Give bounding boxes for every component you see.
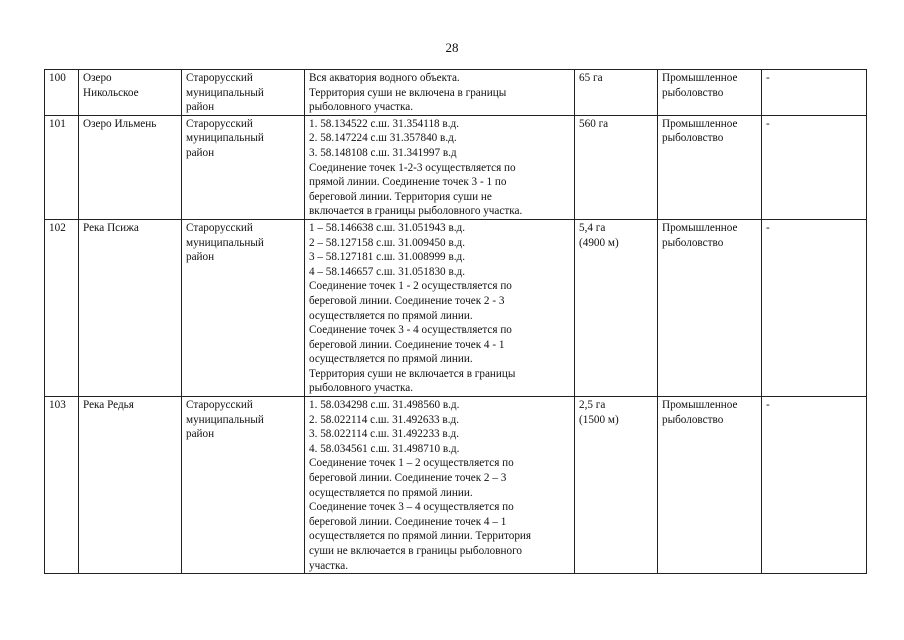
boundary-description-line: прямой линии. Соединение точек 3 - 1 по (309, 176, 507, 189)
boundary-description-line: Вся акватория водного объекта. (309, 72, 460, 84)
extra-cell (762, 115, 867, 219)
district-line: район (186, 251, 215, 264)
boundary-description-line: осуществляется по прямой линии. (309, 486, 473, 499)
area-line: 65 га (579, 72, 603, 84)
boundary-description-line: 2. 58.022114 с.ш. 31.492633 в.д. (309, 413, 459, 426)
extra-cell (762, 70, 867, 116)
boundary-description-line: 1 – 58.146638 с.ш. 31.051943 в.д. (309, 221, 466, 234)
boundary-description-line: осуществляется по прямой линии. (309, 353, 473, 366)
row-number-text: 103 (49, 399, 66, 412)
district-line: Старорусский (186, 117, 253, 130)
boundary-description-line: 3 – 58.127181 с.ш. 31.008999 в.д. (309, 251, 466, 264)
district-line: муниципальный (186, 132, 264, 145)
use-type-cell (658, 397, 762, 574)
area-line: (1500 м) (579, 413, 619, 426)
area-cell (575, 397, 658, 574)
boundary-description-line: участка. (309, 559, 349, 572)
district-line: Старорусский (186, 399, 253, 412)
table-row (45, 115, 867, 219)
use-type-line: Промышленное (662, 117, 738, 130)
water-body-name-line: Река Псижа (83, 221, 139, 234)
area-line: 560 га (579, 117, 609, 130)
boundary-description-line: Соединение точек 1-2-3 осуществляется по (309, 161, 516, 174)
fishing-areas-table (44, 69, 867, 574)
water-body-name-line: Озеро Ильмень (83, 117, 157, 130)
water-body-name-cell (79, 397, 182, 574)
boundary-description-line: Соединение точек 3 - 4 осуществляется по (309, 324, 512, 337)
row-number-text: 101 (49, 117, 66, 130)
water-body-name-line: Озеро (83, 72, 112, 84)
district-cell (182, 397, 305, 574)
boundary-description-line: включается в границы рыболовного участка. (309, 205, 523, 218)
use-type-line: рыболовство (662, 86, 724, 99)
use-type-cell (658, 219, 762, 396)
row-number-cell (45, 219, 79, 396)
boundary-description-line: 4. 58.034561 с.ш. 31.498710 в.д. (309, 442, 460, 455)
boundary-description-line: 3. 58.148108 с.ш. 31.341997 в.д (309, 146, 457, 159)
boundary-description-line: рыболовного участка. (309, 382, 414, 395)
district-line: район (186, 146, 215, 159)
row-number-cell (45, 397, 79, 574)
district-line: муниципальный (186, 413, 264, 426)
use-type-line: Промышленное (662, 399, 738, 412)
water-body-name-cell (79, 115, 182, 219)
boundary-description-cell (305, 115, 575, 219)
page-number: 28 (445, 40, 459, 55)
extra-text: - (766, 399, 770, 412)
boundary-description-line: Соединение точек 1 - 2 осуществляется по (309, 280, 512, 293)
area-cell (575, 70, 658, 116)
boundary-description-line: 3. 58.022114 с.ш. 31.492233 в.д. (309, 428, 459, 441)
area-line: (4900 м) (579, 236, 619, 249)
boundary-description-line: 1. 58.134522 с.ш. 31.354118 в.д. (309, 117, 459, 130)
water-body-name-line: Никольское (83, 86, 139, 99)
boundary-description-line: осуществляется по прямой линии. (309, 309, 473, 322)
table-row (45, 70, 867, 116)
district-line: муниципальный (186, 86, 264, 99)
boundary-description-line: Соединение точек 1 – 2 осуществляется по (309, 457, 514, 470)
boundary-description-line: береговой линии. Соединение точек 4 – 1 (309, 515, 507, 528)
boundary-description-line: береговой линии. Соединение точек 2 – 3 (309, 472, 507, 485)
extra-cell (762, 397, 867, 574)
row-number-cell (45, 70, 79, 116)
boundary-description-line: береговой линии. Соединение точек 2 - 3 (309, 294, 505, 307)
boundary-description-line: Территория суши не включается в границы (309, 367, 516, 380)
boundary-description-line: рыболовного участка. (309, 101, 414, 114)
district-line: Старорусский (186, 72, 253, 84)
area-line: 5,4 га (579, 221, 606, 234)
boundary-description-cell (305, 70, 575, 116)
area-cell (575, 115, 658, 219)
water-body-name-cell (79, 219, 182, 396)
row-number-cell (45, 115, 79, 219)
district-cell (182, 70, 305, 116)
district-cell (182, 115, 305, 219)
use-type-line: рыболовство (662, 236, 724, 249)
district-line: Старорусский (186, 221, 253, 234)
extra-text: - (766, 117, 770, 130)
district-line: муниципальный (186, 236, 264, 249)
use-type-line: рыболовство (662, 413, 724, 426)
boundary-description-line: береговой линии. Соединение точек 4 - 1 (309, 338, 505, 351)
water-body-name-line: Река Редья (83, 399, 134, 412)
boundary-description-line: Соединение точек 3 – 4 осуществляется по (309, 501, 514, 514)
boundary-description-line: суши не включается в границы рыболовного (309, 545, 522, 557)
boundary-description-line: 2. 58.147224 с.ш 31.357840 в.д. (309, 132, 457, 145)
water-body-name-cell (79, 70, 182, 116)
boundary-description-line: 4 – 58.146657 с.ш. 31.051830 в.д. (309, 265, 466, 278)
boundary-description-cell (305, 219, 575, 396)
table-row (45, 397, 867, 574)
use-type-line: рыболовство (662, 132, 724, 145)
boundary-description-cell (305, 397, 575, 574)
district-cell (182, 219, 305, 396)
extra-text: - (766, 221, 770, 234)
district-line: район (186, 428, 215, 441)
extra-cell (762, 219, 867, 396)
use-type-cell (658, 70, 762, 116)
area-line: 2,5 га (579, 399, 606, 412)
table-body (45, 70, 867, 574)
boundary-description-line: 2 – 58.127158 с.ш. 31.009450 в.д. (309, 236, 466, 249)
extra-text: - (766, 72, 770, 84)
use-type-line: Промышленное (662, 221, 738, 234)
boundary-description-line: осуществляется по прямой линии. Территория (309, 530, 532, 543)
boundary-description-line: Территория суши не включена в границы (309, 86, 507, 99)
use-type-line: Промышленное (662, 72, 738, 84)
row-number-text: 100 (49, 72, 66, 84)
area-cell (575, 219, 658, 396)
row-number-text: 102 (49, 221, 66, 234)
table-row (45, 219, 867, 396)
use-type-cell (658, 115, 762, 219)
district-line: район (186, 101, 215, 114)
boundary-description-line: 1. 58.034298 с.ш. 31.498560 в.д. (309, 399, 460, 412)
boundary-description-line: береговой линии. Территория суши не (309, 190, 492, 203)
